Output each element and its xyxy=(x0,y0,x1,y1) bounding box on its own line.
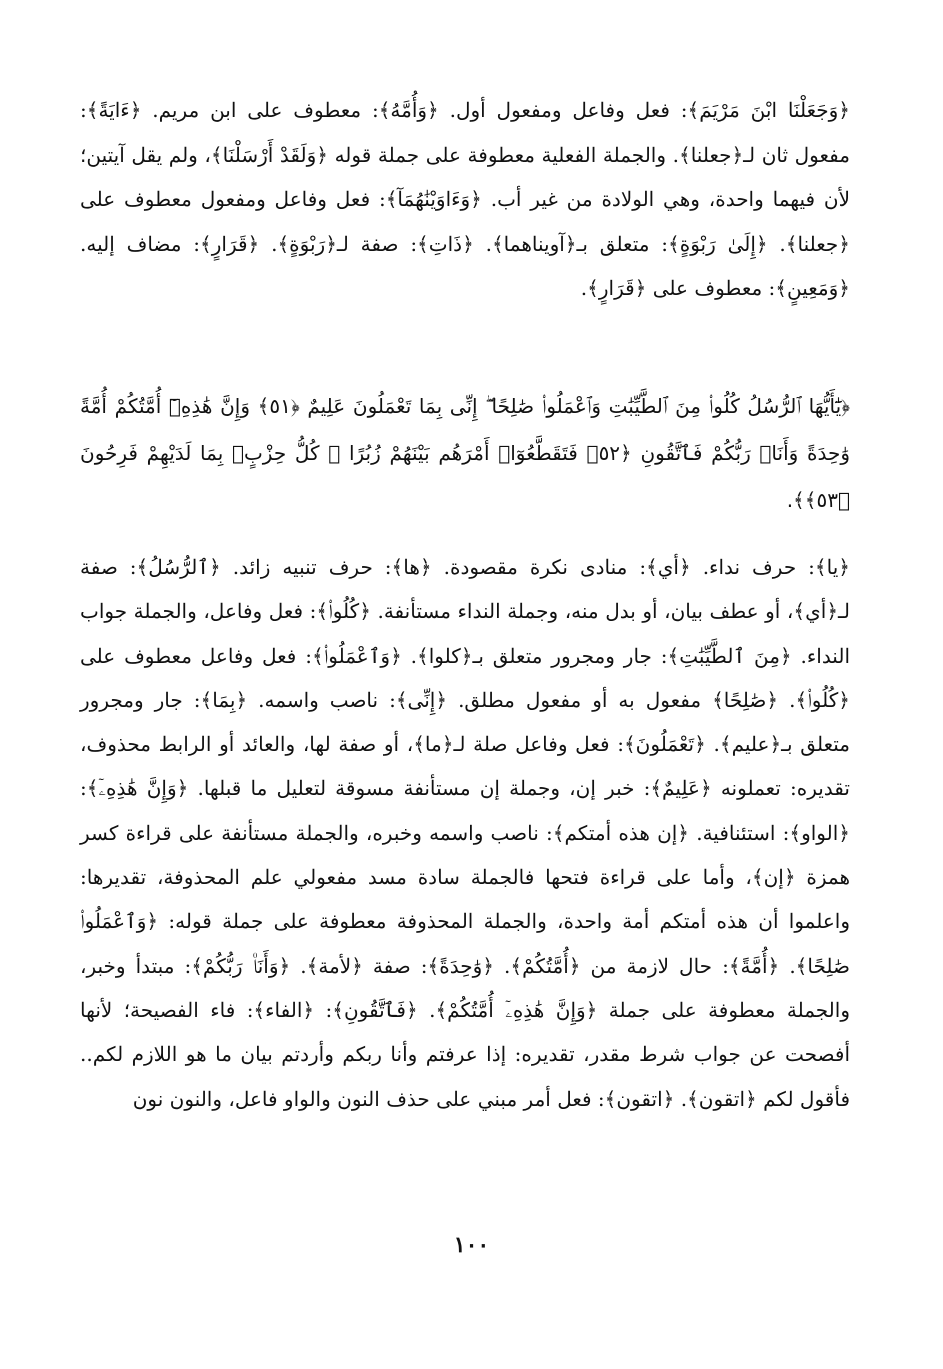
grammar-analysis-verses-51-53: ﴿يا﴾: حرف نداء. ﴿أي﴾: منادى نكرة مقصودة. ﴿ها﴾: حرف تنبيه زائد. ﴿ٱلرُّسُلُ﴾: صفة لـ﴿أي﴾، أو عطف بيان، أو بدل منه، وجملة النداء مستأنفة. ﴿كُلُوا۟﴾: فعل وفاعل، والجملة جواب النداء. ﴿مِنَ ٱلطَّيِّبَٰتِ﴾: جار ومجرور متعلق بـ﴿كلوا﴾. ﴿وَٱعْمَلُوا۟﴾: فعل وفاعل معطوف على ﴿كُلُوا۟﴾. ﴿صَٰلِحًا﴾ مفعول به أو مفعول مطلق. ﴿إِنِّى﴾: ناصب واسمه. ﴿بِمَا﴾: جار ومجرور متعلق بـ﴿عليم﴾. ﴿تَعْمَلُونَ﴾: فعل وفاعل صلة لـ﴿ما﴾، أو صفة لها، والعائد أو الرابط محذوف، تقديره: تعملونه ﴿عَلِيمٌ﴾: خبر إن، وجملة إن مستأنفة مسوقة لتعليل ما قبلها. ﴿وَإِنَّ هَٰذِهِۦٓ﴾: ﴿الواو﴾: استئنافية. ﴿إن هذه أمتكم﴾: ناصب واسمه وخبره، والجملة مستأنفة على قراءة كسر همزة ﴿إن﴾، وأما على قراءة فتحها فالجملة سادة مسد مفعولي علم المحذوفة، تقديرها: واعلموا أن هذه أمتكم أمة واحدة، والجملة المحذوفة معطوفة على جملة قوله: ﴿وَٱعْمَلُوا۟ صَٰلِحًا﴾. ﴿أُمَّةً﴾: حال لازمة من ﴿أُمَّتُكُمْ﴾. ﴿وَٰحِدَةً﴾: صفة ﴿لأمة﴾. ﴿وَأَنَا۠ رَبُّكُمْ﴾: مبتدأ وخبر، والجملة معطوفة على جملة ﴿وَإِنَّ هَٰذِهِۦٓ أُمَّتُكُمْ﴾. ﴿فَٱتَّقُونِ﴾: ﴿الفاء﴾: فاء الفصيحة؛ لأنها أفصحت عن جواب شرط مقدر، تقديره: إذا عرفتم وأنا ربكم وأردتم بيان ما هو اللازم لكم.. فأقول لكم ﴿اتقون﴾. ﴿اتقون﴾: فعل أمر مبني على حذف النون والواو فاعل، والنون نون xyxy=(80,555,850,1111)
page-number: ١٠٠ xyxy=(453,1232,490,1258)
grammar-analysis-verse-50: ﴿وَجَعَلْنَا ابْنَ مَرْيَمَ﴾: فعل وفاعل ومفعول أول. ﴿وَأُمَّهُ﴾: معطوف على ابن مريم. ﴿ءَايَةً﴾: مفعول ثان لـ﴿جعلنا﴾. والجملة الفعلية معطوفة على جملة قوله ﴿وَلَقَدْ أَرْسَلْنَا﴾، ولم يقل آيتين؛ لأن فيهما واحدة، وهي الولادة من غير أب. ﴿وَءَاوَيْنَٰهُمَآ﴾: فعل وفاعل ومفعول معطوف على ﴿جعلنا﴾. ﴿إِلَىٰ رَبْوَةٍ﴾: متعلق بـ﴿آويناهما﴾. ﴿ذَاتِ﴾: صفة لـ﴿رَبْوَةٍ﴾. ﴿قَرَارٍ﴾: مضاف إليه. ﴿وَمَعِينٍ﴾: معطوف على ﴿قَرَارٍ﴾. xyxy=(80,98,850,301)
quran-verses-51-53: ﴿يَٰٓأَيُّهَا ٱلرُّسُلُ كُلُوا۟ مِنَ ٱلطَّيِّبَٰتِ وَٱعْمَلُوا۟ صَٰلِحًا ۖ إِنِّى بِمَا تَعْمَلُونَ عَلِيمٌ ﴿٥١﴾ وَإِنَّ هَٰذِهِۦٓ أُمَّتُكُمْ أُمَّةً وَٰحِدَةً وَأَنَا۠ رَبُّكُمْ فَٱتَّقُونِ ﴿٥٢﴾ فَتَقَطَّعُوٓا۟ أَمْرَهُم بَيْنَهُمْ زُبُرًا ۖ كُلُّ حِزْبٍۭ بِمَا لَدَيْهِمْ فَرِحُونَ ﴿٥٣﴾﴾. xyxy=(80,394,851,512)
